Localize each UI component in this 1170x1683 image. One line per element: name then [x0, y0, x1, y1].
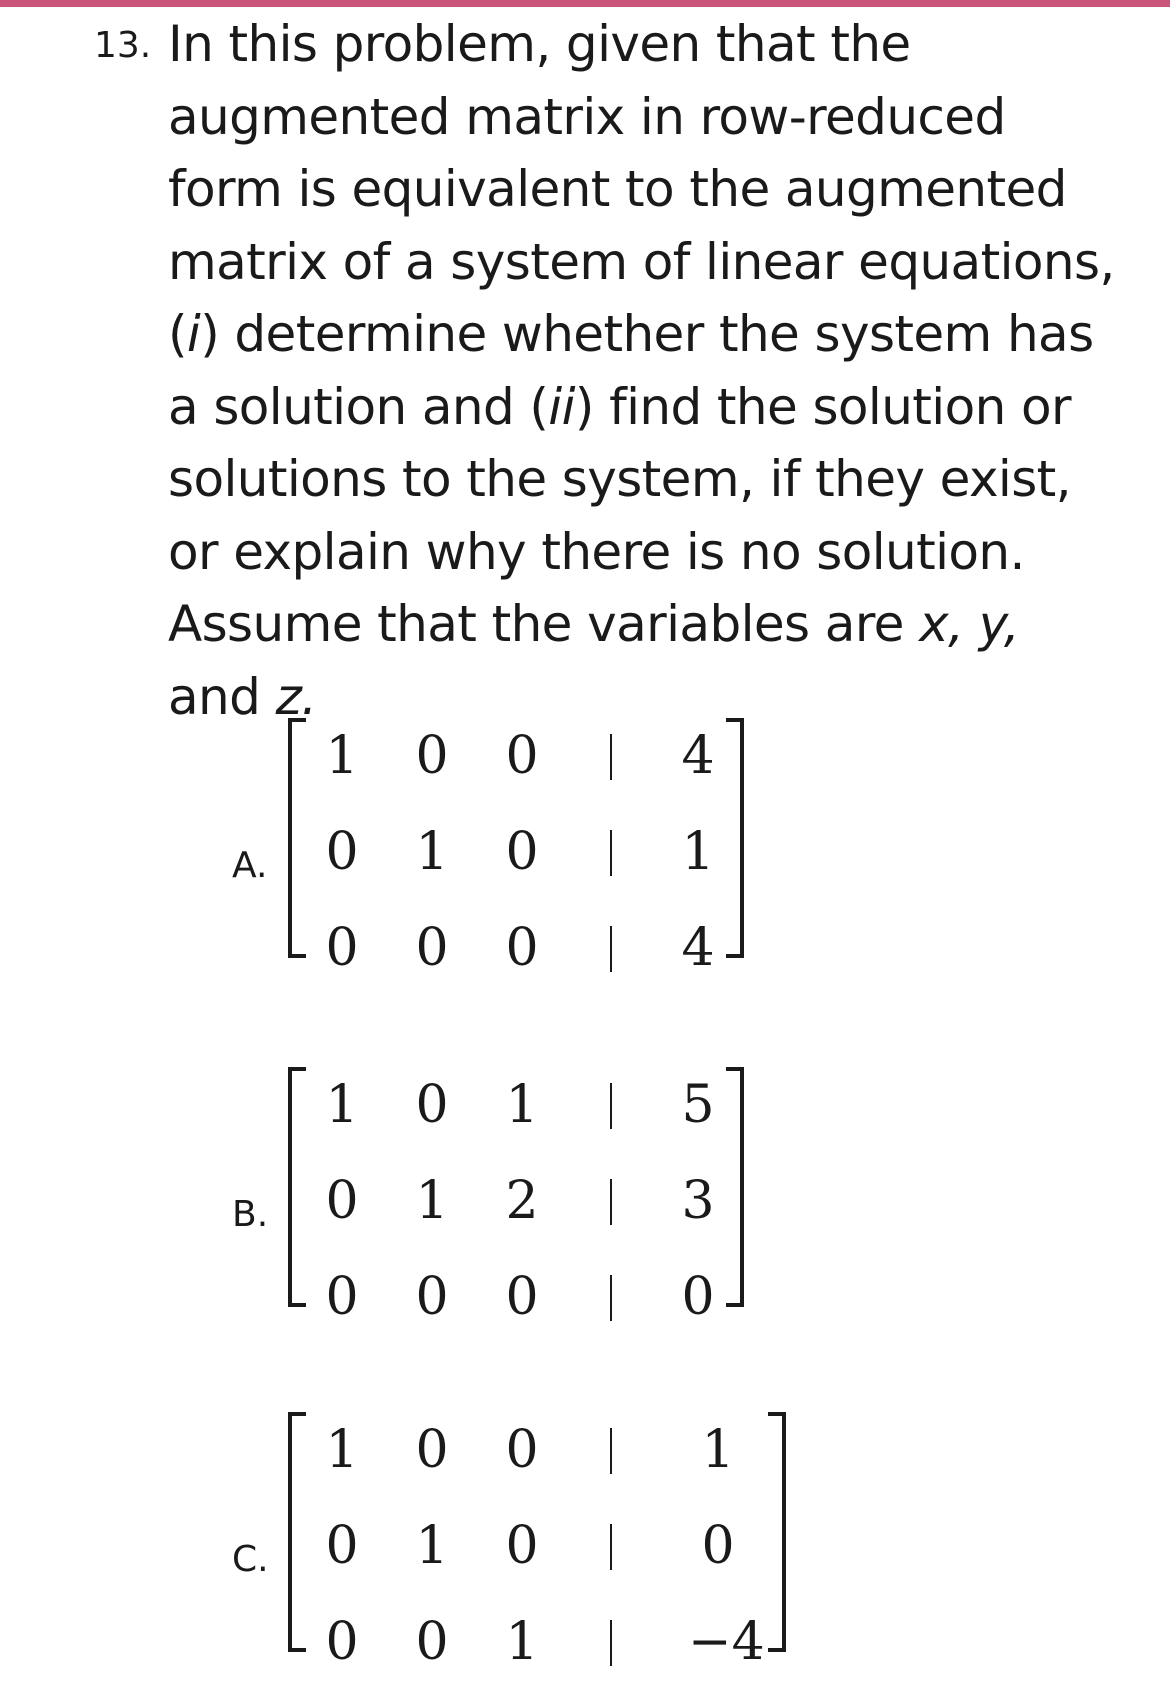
- left-bracket: [288, 718, 306, 958]
- problem-line-italic: z.: [275, 667, 317, 726]
- matrix-entry: 0: [505, 726, 539, 786]
- matrix-entry: 0: [325, 918, 359, 978]
- matrix-entry: 2: [505, 1171, 539, 1231]
- problem-number: 13.: [94, 25, 152, 66]
- problem-line-text: ) determine whether the system has: [200, 305, 1094, 363]
- option-label: C.: [232, 1539, 269, 1580]
- rhs-entry: 4: [681, 918, 715, 978]
- matrix-entry: 0: [505, 918, 539, 978]
- right-bracket: [726, 718, 744, 958]
- problem-line: [168, 661, 1128, 734]
- matrix-entry: 0: [415, 726, 449, 786]
- problem-line: [168, 298, 1128, 371]
- left-bracket: [288, 1067, 306, 1307]
- augment-divider: [610, 830, 612, 876]
- matrix-entry: 0: [415, 1420, 449, 1480]
- rhs-entry: 1: [681, 822, 715, 882]
- problem-statement: [168, 8, 1128, 733]
- matrix-entry: 0: [505, 1267, 539, 1327]
- matrix-entry: 0: [325, 1171, 359, 1231]
- problem-line-text: (: [168, 305, 187, 363]
- matrix-entry: 0: [325, 1516, 359, 1576]
- matrix-entry: 0: [325, 822, 359, 882]
- matrix-entry: 1: [415, 822, 449, 882]
- matrix-entry: 0: [415, 918, 449, 978]
- matrix-entry: 1: [415, 1171, 449, 1231]
- option-label: B.: [232, 1194, 269, 1235]
- rhs-entry: 1: [701, 1420, 735, 1480]
- augment-divider: [610, 734, 612, 780]
- problem-line: augmented matrix in row-reduced: [168, 87, 1006, 146]
- matrix-entry: 0: [505, 822, 539, 882]
- top-accent-bar: [0, 0, 1170, 7]
- right-bracket: [768, 1412, 786, 1652]
- matrix-entry: 1: [505, 1075, 539, 1135]
- augment-divider: [610, 1179, 612, 1225]
- problem-line-italic: x, y,: [919, 595, 1020, 653]
- problem-line: [168, 588, 1128, 661]
- problem-line-text: ) find the solution or: [574, 377, 1071, 436]
- rhs-entry: 5: [681, 1075, 715, 1135]
- problem-line-italic: ii: [548, 377, 575, 436]
- matrix-entry: 1: [325, 1075, 359, 1135]
- matrix-entry: 1: [505, 1612, 539, 1672]
- problem-line-text: and: [168, 667, 276, 726]
- matrix-entry: 1: [325, 726, 359, 786]
- option-label: A.: [232, 845, 268, 886]
- augment-divider: [610, 1275, 612, 1321]
- problem-line: matrix of a system of linear equations,: [168, 232, 1115, 291]
- problem-line: [168, 371, 1128, 444]
- rhs-entry: 0: [681, 1267, 715, 1327]
- matrix-entry: 0: [415, 1075, 449, 1135]
- matrix-entry: 1: [325, 1420, 359, 1480]
- augment-divider: [610, 1428, 612, 1474]
- problem-line-text: a solution and (: [168, 377, 549, 436]
- augment-divider: [610, 1620, 612, 1666]
- augment-divider: [610, 1524, 612, 1570]
- problem-line: or explain why there is no solution.: [168, 522, 1025, 581]
- matrix-entry: 1: [415, 1516, 449, 1576]
- problem-line: solutions to the system, if they exist,: [168, 450, 1071, 508]
- problem-line-text: Assume that the variables are: [168, 595, 920, 653]
- matrix-entry: 0: [415, 1267, 449, 1327]
- right-bracket: [726, 1067, 744, 1307]
- problem-line: In this problem, given that the: [168, 15, 911, 73]
- problem-line: form is equivalent to the augmented: [168, 160, 1067, 218]
- rhs-entry: −4: [688, 1612, 765, 1672]
- rhs-entry: 3: [681, 1171, 715, 1231]
- rhs-entry: 4: [681, 726, 715, 786]
- augment-divider: [610, 1083, 612, 1129]
- matrix-entry: 0: [415, 1612, 449, 1672]
- matrix-entry: 0: [325, 1612, 359, 1672]
- rhs-entry: 0: [701, 1516, 735, 1576]
- matrix-entry: 0: [505, 1420, 539, 1480]
- matrix-entry: 0: [325, 1267, 359, 1327]
- matrix-entry: 0: [505, 1516, 539, 1576]
- left-bracket: [288, 1412, 306, 1652]
- augment-divider: [610, 926, 612, 972]
- problem-line-italic: i: [186, 305, 201, 363]
